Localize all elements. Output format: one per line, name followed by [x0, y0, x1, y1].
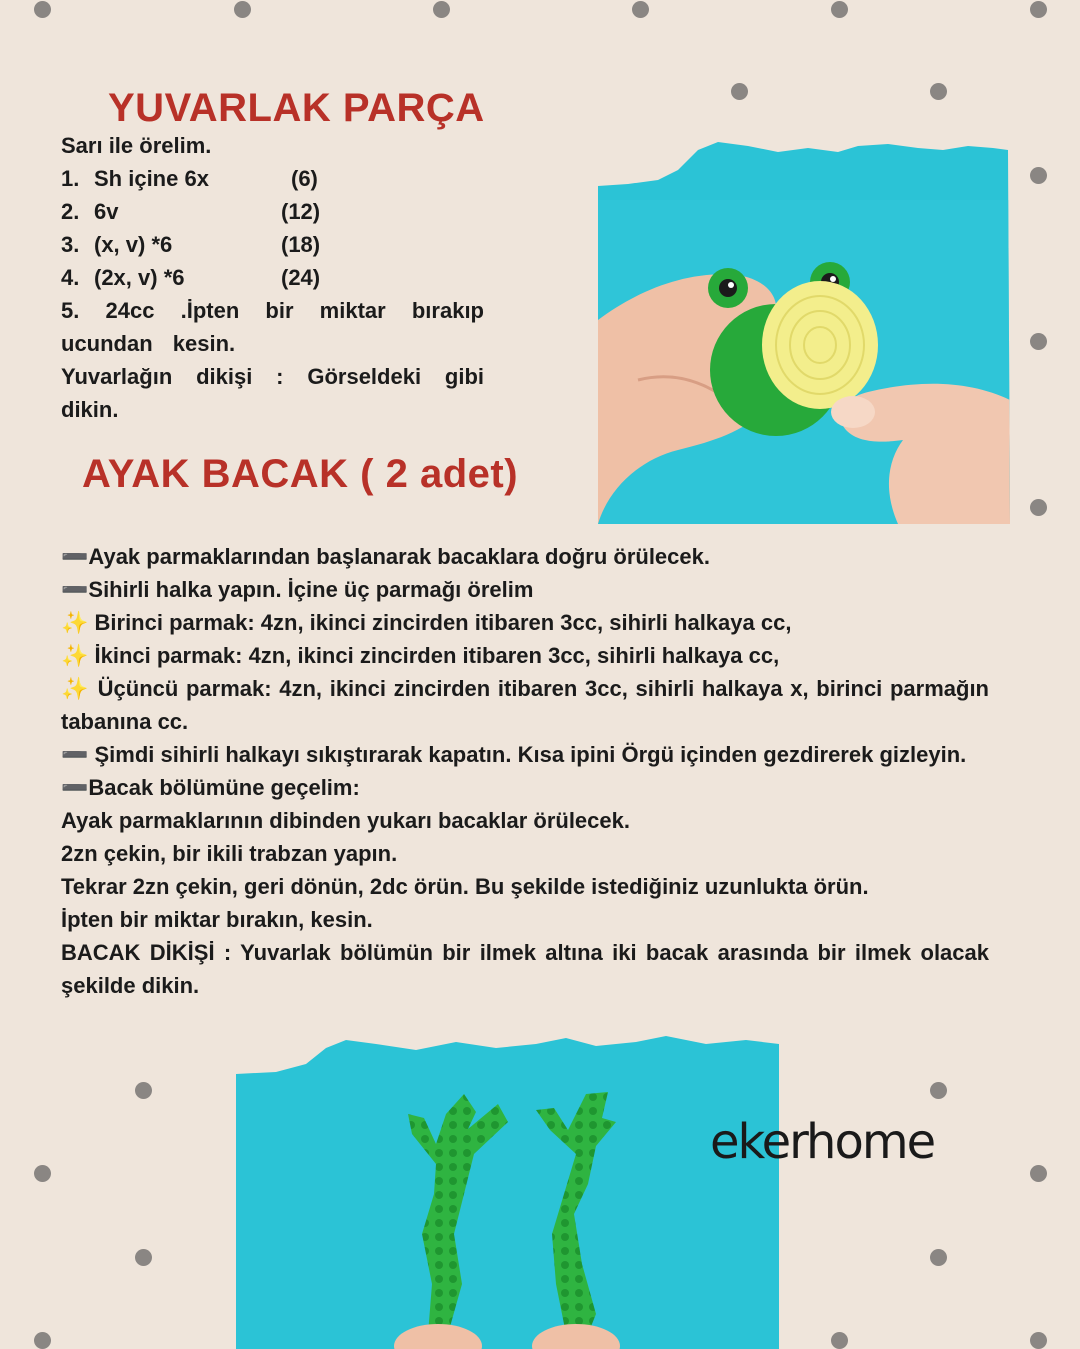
- frog-head-illustration: [598, 130, 1010, 524]
- step-text: 6v: [94, 199, 119, 224]
- step-count: (12): [281, 199, 321, 224]
- step-five: 5. 24cc .İpten bir miktar bırakıp ucundan kesin.: [61, 298, 484, 356]
- step-count: (18): [281, 232, 321, 257]
- instruction-line: Tekrar 2zn çekin, geri dönün, 2dc örün. Bu şekilde istediğiniz uzunlukta örün.: [61, 874, 869, 899]
- step-number: 3.: [61, 232, 80, 257]
- section2-title: AYAK BACAK ( 2 adet): [82, 452, 519, 496]
- instruction-line: İpten bir miktar bırakın, kesin.: [61, 907, 373, 932]
- step-number: 2.: [61, 199, 80, 224]
- step-number: 1.: [61, 166, 80, 191]
- instruction-line: ➖Ayak parmaklarından başlanarak bacaklara doğru örülecek.: [61, 544, 710, 569]
- step-count: (24): [281, 265, 321, 290]
- instruction-line: ➖Bacak bölümüne geçelim:: [61, 775, 360, 800]
- frog-legs-illustration: [236, 1034, 779, 1349]
- step-row: [61, 228, 484, 261]
- instruction-line: Ayak parmaklarının dibinden yukarı bacaklar örülecek.: [61, 808, 630, 833]
- step-count: (6): [291, 166, 318, 191]
- section1-title: YUVARLAK PARÇA: [108, 86, 485, 130]
- instruction-line: ➖Sihirli halka yapın. İçine üç parmağı örelim: [61, 577, 534, 602]
- brand-logo: ekerhome: [710, 1114, 935, 1170]
- instruction-line: ✨ Birinci parmak: 4zn, ikinci zincirden itibaren 3cc, sihirli halkaya cc,: [61, 610, 792, 635]
- step-row: [61, 261, 484, 294]
- instruction-line: BACAK DİKİŞİ : Yuvarlak bölümün bir ilmek altına iki bacak arasında bir ilmek olacak şekilde dikin.: [61, 940, 989, 998]
- instruction-line: ✨ İkinci parmak: 4zn, ikinci zincirden itibaren 3cc, sihirli halkaya cc,: [61, 643, 780, 668]
- step-number: 4.: [61, 265, 80, 290]
- section1-intro: Sarı ile örelim.: [61, 133, 212, 158]
- section2-body: [61, 540, 989, 1002]
- instruction-line: ✨ Üçüncü parmak: 4zn, ikinci zincirden itibaren 3cc, sihirli halkaya x, birinci parmağın tabanına cc.: [61, 676, 989, 734]
- frog-legs-photo: [236, 1034, 779, 1349]
- instruction-line: ➖ Şimdi sihirli halkayı sıkıştırarak kapatın. Kısa ipini Örgü içinden gezdirerek gizleyin.: [61, 742, 967, 767]
- step-text: (x, v) *6: [94, 232, 173, 257]
- step-row: [61, 195, 484, 228]
- sewing-note: Yuvarlağın dikişi : Görseldeki gibi dikin.: [61, 364, 484, 422]
- section1-body: [61, 129, 484, 426]
- step-row: [61, 162, 484, 195]
- instruction-line: 2zn çekin, bir ikili trabzan yapın.: [61, 841, 398, 866]
- frog-head-photo: [598, 130, 1010, 524]
- step-text: (2x, v) *6: [94, 265, 185, 290]
- step-text: Sh içine 6x: [94, 166, 209, 191]
